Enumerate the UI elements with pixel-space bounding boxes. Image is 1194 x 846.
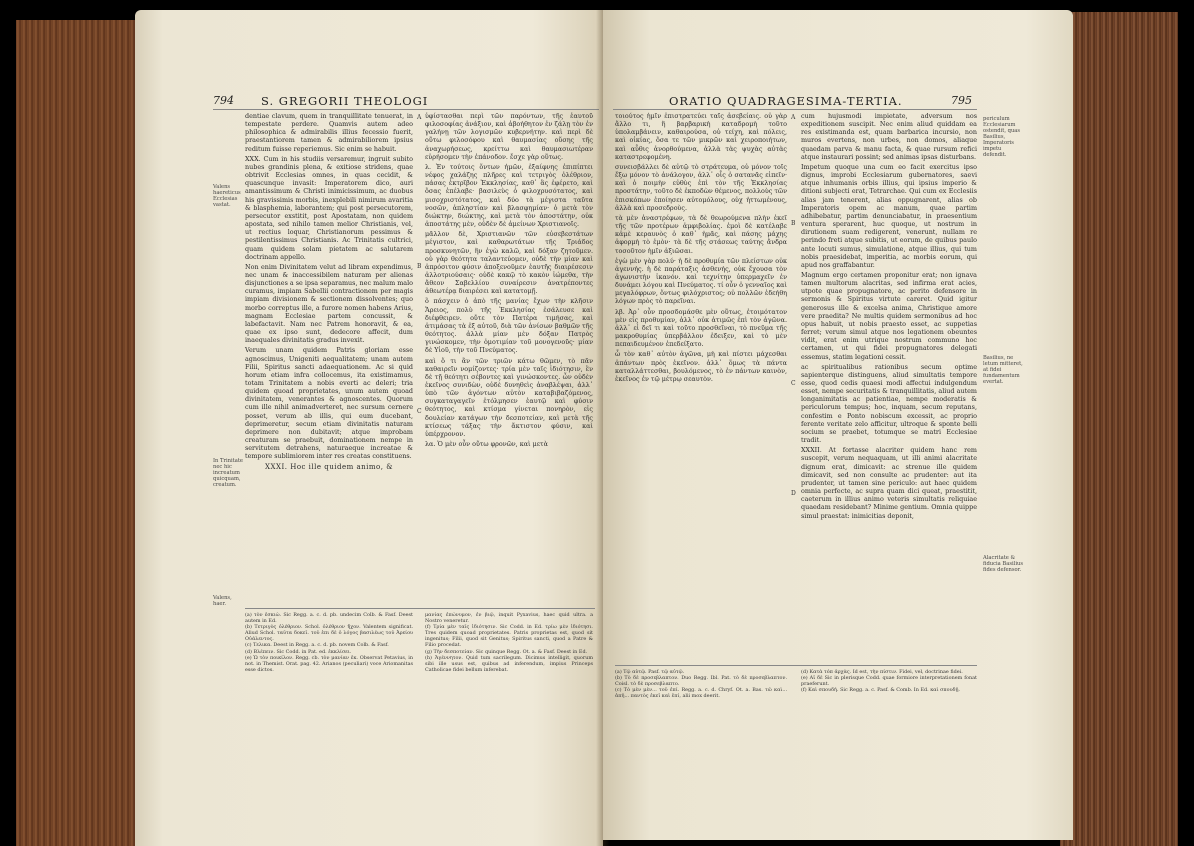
left-footnote-rule [245,608,595,609]
left-latin-column [245,112,413,473]
left-col-letter-b: B [417,263,422,270]
right-head-rule [613,109,977,110]
left-page [135,10,603,846]
right-greek-para-5: λβ. Ἀρ᾽ οὖν προσδομάσθε μὲν οὕτως, ἐτοιμότατον μὲν εἰς προθυμίαν, ἀλλ᾽ οὐκ ἀτιμῶς ἐπὶ τὸν ἀγῶνα. ἀλλ᾽ εἰ δεῖ τι καὶ τοῦτο προσθεῖναι, τὸ πνεῦμα τῆς μακροθυμίας ὑπερβάλλον ἐδειξεν, καὶ τὸ μὲν πεπαιδευμένον ἐπεδείξατο. [615,307,787,349]
right-margin-note-2: Basilius, ne letum mitteret, at fidei fundamentum evertat. [983,355,1023,385]
right-footnote-d: (d) Κατὰ τόπ ἀρχὰς. Id est, τὴν πίστιν. Fidei, vel, doctrinae fidei. [801,669,963,675]
left-footnote-b: (b) Τετριγὸς ὀλέθριον. Schol. ὀλέθριον ἤχον. Valentem significat. Aliud Schol. ταῦτα δοκεῖ. τοῦ ἐπι δὲ ὁ λόγος βασιλέως τοῦ Ἀρείου Οὐάλεντος. [245,624,413,643]
right-col-letter-c: C [791,380,796,387]
left-latin-para-2: XXX. Cum in his studiis versaremur, ingruit subito nubes grandinis plena, & exitiose stridens, quae obtrivit Ecclesias omnes, in quas cecidit, & quascunque invasit: Imperatorem dico, auri amantissimum & Christi inimicissimum, ac duobus his gravissimis morbis, inexplebili nimirum avaritia & blasphemia, laborantem; qui post persecutorem, persecutor exstitit, post Apostatam, non quidem apostata, sed nihilo tamen melior Christianis, vel, ut rectius loquar, Christianorum pessimus & pestilentissimus Christianis. Ac Trinitatis cultrici, quam quidem solam pietatem ac salutarem doctrinam appello. [245,154,413,261]
left-footnote-f: μανίας ἐπώνυμον, ἐν βιῷ, inquit Pyxavius, haec quid ultra. a Nostro veneretur. [425,612,593,625]
right-greek-para-6: ὦ τὸν καθ᾽ αὐτὸν ἀγῶνα, μὴ καὶ πίστει μάχεσθαι ἀπάντων πρὸς ἐκεῖνον. ἀλλ᾽ ὅμως τὰ πάντα καταλλάττεσθαι, βουλόμενος, τὸ ἐν πάντων καινὸν, ἐκεῖνος ἐν τῷ μέτρῳ σεαυτὸν. [615,350,787,383]
left-running-head: S. GREGORII THEOLOGI [261,94,429,108]
left-greek-para-3: μᾶλλον δὲ, Χριστιανῶν τῶν εὐσεβεστάτων μέγιστον, καὶ καθαρωτάτων τῆς Τριάδος προσκυνητῶν, ἣν ἐγὼ καλῶ, καὶ δόξαν ζητοῦμεν. οὐ γὰρ θεότητα ταλαντεύομεν, οὐδὲ τὴν μίαν καὶ ἀπρόσιτον φύσιν ἀποξενοῦμεν ἑαυτῆς διαιρέσεσιν ἀλλοτριούσαις· οὐδὲ κακῷ τὸ κακὸν ἰώμεθα, τὴν ἄθεον Σαβελλίου συναίρεσιν ἀνατρέποντες ἀθεωτέρᾳ διαιρέσει καὶ κατατομῇ. [425,230,593,296]
right-footnotes-col-1 [615,669,787,699]
right-latin-para-1: cum hujusmodi impietate, adversum nos expeditionem suscipit. Nec enim aliud quiddam ea res existimanda est, quam barbarica incursio, non muros evertens, non urbes, non domos, aliaque quaedam parva & manu facta, & quae rursum refici atque instaurari possint; sed animas ipsas disturbans. [801,112,977,161]
left-col-letter-c: C [417,408,422,415]
left-greek-para-4: ὃ πάσχειν ὁ ἀπὸ τῆς μανίας ἔχων τὴν κλῆσιν Ἄρειος, πολὺ τῆς Ἐκκλησίας ἐσάλευσε καὶ διέφθειρεν. οὔτε τὸν Πατέρα τιμήσας, καὶ ἀτιμάσας τὰ ἐξ αὐτοῦ, διὰ τῶν ἀνίσων βαθμῶν τῆς θεότητος. ἀλλὰ μίαν μὲν δόξαν Πατρὸς γινώσκομεν, τὴν ὁμοτιμίαν τοῦ μονογενοῦς· μίαν δὲ Υἱοῦ, τὴν τοῦ Πνεύματος. [425,297,593,355]
right-margin-note-3: Alacritate & fiducia Basilius fides defensor. [983,555,1023,573]
left-latin-section-xxxi: XXXI. Hoc ille quidem animo, & [265,462,393,471]
right-col-letter-b: B [791,220,796,227]
right-col-letter-a: A [791,114,796,121]
left-head-rule [213,109,599,110]
right-greek-column [615,112,787,385]
left-greek-para-1: ὑφίστασθαι περὶ τῶν παρόντων, τῆς ἑαυτοῦ φιλοσοφίας ἀνάξιον, καὶ ἀβοήθητον ἐν ζάλῃ τὸν ἐν γαλήνῃ τῶν λογισμῶν κυβερνήτην. καὶ περὶ δὲ οὕτω φιλοσόφου καὶ θαυμασίας οὔσης τῆς ἀναχωρήσεως, κρείττω καὶ θαυμασιωτέραν εὑρήσομεν τὴν ἐπάνοδον. ἔσχε γὰρ οὕτως. [425,112,593,161]
left-margin-note-1: Valens haereticus Ecclesias vastat. [213,184,241,208]
right-footnote-e: (e) Αἱ δὲ Sic in plerisque Codd. quae formiore interpretationem fonat praeferunt. [801,675,977,688]
right-footnote-a: (a) Τῷ αὐτῷ. Pasf. τῷ αὐτῷ. [615,669,685,675]
left-footnote-g: (f) Τρία μὲν ταῖς ἰδιότησιν. Sic Codd. in Ed. τρίω μὲν ἰδιότησι. Tres quidem quoad proprietates. Patris proprietas est, quod sit ingenitus; Filii, quod sit Genitus; Spiritus sancti, quod a Patre & Filio procedat. [425,624,593,649]
right-page [603,10,1073,840]
left-greek-column [425,112,593,450]
left-footnotes-col-2 [425,612,593,673]
right-greek-para-4: ἐγὼ μὲν γὰρ πολύ· ἡ δὲ προθυμία τῶν πλείστων οὐκ ἀγεννής. ἡ δὲ παράταξις ἀσθενής, οὐκ ἔχουσα τὸν ἀγωνιστὴν ἱκανόν. καὶ τεχνίτην ὑπερμαχεῖν ἐν δυνάμει λόγου καὶ Πνεύματος. τί οὖν ὁ γενναῖος καὶ μεγαλόφρων, ὄντως φιλόχριστος; οὐ πολλῶν ἐδεήθη λόγων πρὸς τὸ παρεῖναι. [615,256,788,306]
left-footnotes-col-1 [245,612,413,673]
left-latin-para-1: dentiae clavum, quem in tranquillitate tenuerat, in tempestate perdere. Quamvis autem adeo philosophica & admirabilis illius fecessio fuerit, praestantiorem tamen & admirabiliorem ipsius reditum fuisse reperiemus. Sic enim se habuit. [245,112,413,153]
right-latin-para-5: XXXII. At fortasse alacriter quidem hanc rem suscepit, verum nequaquam, ut illi animi alacritate dignum erat, dimicavit: ac strenue ille quidem dimicavit, sed non consulte ac prudenter: aut ita prudenter, ut tamen sine periculo: aut haec quidem omnia perfecte, ac supra quam dici queat, praestitit, caeterum in illius animo veteris simultatis reliquiae quaedam residebant? Minime gentium. Omnia quippe simul praestat: inimicitias deponit, [801,446,977,520]
right-footnote-f: (f) Καὶ σπουδή. Sic Regg. a. c. Pasf. & Comb. In Ed. καὶ σπουδῇ. [801,687,960,694]
left-margin-note-3: Valens, haer. [213,595,232,607]
left-page-number: 794 [213,94,234,107]
right-margin-note-1: periculum Ecclesiarum ostendit, quas Basilius, Imperatoris impetu defendit. [983,116,1021,158]
right-greek-para-1: τοιούτος ἡμῖν ἐπιστρατεύει ταῖς ἀσεβείαις. οὐ γὰρ ἄλλο τι, ἢ βαρβαρικὴ καταδρομὴ τοῦτο ὑπολαμβάνειν, καθαιρούσα, οὐ τείχη, καὶ πόλεις, καὶ οἰκίας, ὅσα τε τῶν μικρῶν καὶ χειροποιήτων, καὶ αὖθις ἀνορθούμενα, ἀλλὰ τὰς ψυχὰς αὐτὰς καταστρεφομένη. [615,112,787,161]
right-latin-para-4: ac spiritualibus rationibus secum optime sapienterque distinguens, aliud simultatis tempore esse, quod cedis quaesi modi affectui indulgendum esset, nempe securitatis & tranquillitatis, aliud autem longanimitatis ac patientiae, nempe moderatis & periculorum tempus; hoc, inquam, secum reputans, confestim e Ponto nobiscum excessit, ac proprio ferente veritate zelo afficitur, ultroque & sponte belli socium se praebet, totumque se matri Ecclesiae tradit. [801,362,977,445]
left-footnote-a: (a) τὸν ἐσκιὼ. Sic Regg. a. c. d. pb. undecim Colb. & Fasf. Deest autem in Ed. [245,612,413,625]
right-footnotes-col-2 [801,669,977,693]
right-col-letter-d: D [791,490,796,497]
book-right-page-edges [1060,12,1178,846]
right-latin-para-2: Impetum quoque una cum eo facit exercitus ipso dignus, improbi Ecclesiarum gubernatores, saevi atque inhumanis orbis illius, qui ipsius imperio & ditioni subjecti erat, Tetrarchae. Qui cum ex Ecclesiis alias jam tenerent, alias oppugnarent, alias ob Imperatoris opem ac manum, quae partim adhibebatur, partim denunciabatur, in praesentium ventura sperarent, huc quoque, ut nostrum in dirutionem suam redigerent, venerunt, nullam re perindo freti atque subitis, ut eorum, de quibus paulo ante locuti sumus, simulatione, atque illius, qui tum nobis praesidebat, imperitia, ac morbis eorum, qui apud nos graffabantur. [801,162,977,269]
left-greek-para-5: καὶ ὅ τι ἂν τῶν τριῶν κάτω θῶμεν, τὸ πᾶν καθαιρεῖν νομίζοντες· τρία μὲν ταῖς ἰδιότησιν, ἓν δὲ τῇ θεότητι σέβοντες καὶ γινώσκοντες. ὧν οὐδὲν ἐκεῖνος συνιδὼν, οὐδὲ δυνηθεὶς ἀναβλέψαι, ἀλλ᾽ ὑπὸ τῶν ἀγόντων αὐτὸν καταβιβαζόμενος, συγκαταγαγεῖν ἐτόλμησεν ἑαυτῷ καὶ φύσιν θεότητος, καὶ κτίσμα γίνεται πονηρὸν, εἰς δουλείαν κατάγων τὴν δεσποτείαν, καὶ μετὰ τῆς κτίσεως τάξας τὴν ἄκτιστον φύσιν, καὶ ὑπέρχρονον. [425,356,593,438]
left-latin-para-4: Verum unam quidem Patris gloriam esse agnoscimus, Unigeniti aequalitatem; unam autem Filii, Spiritus sancti adaequationem. Ac si quid horum etiam infra collocemus, ita existimamus, totam Trinitatem a nobis everti ac deleri; tria quidem quoad proprietates, unum autem quoad divinitatem, venerantes & agnoscentes. Quorum cum ille nihil animadverteret, nec sursum cernere posset, verum ab illis, qui eum ducebant, deprimeretur, secum etiam divinitatis naturam deprimere non dubitavit; atque improbam creaturam se praebuit, dominationem nempe in servitutem detrahens, naturaeque increatae & tempore sublimiorem inter res creatas constituens. [245,346,413,461]
right-greek-para-3: τὰ μὲν ἀναστρέφων, τὰ δὲ θεωρούμενα πλὴν ἐκεῖ τῆς τῶν προτέρων ἀμφιβολίας. ἐμοὶ δὲ κατέλαβε κἀμὲ κεραυνὸς ὁ καθ᾽ ἡμᾶς, καὶ πάσης μάχης ἀφορμὴ τὸ ἐμὸν· τὰ δὲ τῆς στάσεως ταύτης ἄνδρα τοσοῦτον ἡμῖν ἀξιῶσαι. [615,213,787,255]
book-left-page-edges [16,20,146,846]
left-footnote-e: (e) Ὡ τὸν ποικίλον. Regg. cb. τὸν μανίαν ἐκ. Observat Petavius, in not. in Themist. Orat. pag. 42. Arianos (peculiari) voce Ariomanitas esse dictos. [245,654,413,673]
left-footnote-c: (c) Τελικα. Deest in Regg. a. c. d. pb. novem Colb. & Fasf. [245,642,389,649]
right-latin-column [801,112,977,522]
right-footnote-rule [615,665,977,666]
left-latin-para-3: Non enim Divinitatem velut ad libram expendimus, nec unam & inaccessibilem naturam per alienas disjunctiones a se ipsa separamus, nec malum malo curamus, impiam Sabellii contractionem per magis impiam divisionem & sectionem dissolventes; quo morbo correptus ille, a furore nomen habens Arius, magnam Ecclesiae partem concussit, & labefactavit. Nam nec Patrem honoravit, & ea, quae ex ipso sunt, dedecore affecit, dum inaequales divinitatis gradus invexit. [245,262,413,345]
left-col-letter-a: A [417,114,422,121]
left-footnote-h: (g) Τὴν δεσποτείαν. Sic quinque Regg. Ot. a. & Fasf. Deest in Ed. [425,648,588,655]
right-greek-para-2: συνεισβάλλει δὲ αὐτῷ τὸ στράτευμα, οὐ μόνον τοῖς ἔξω μόνον τὸ ἀνάλογον, ἀλλ᾽ οἷς ὁ σατανᾶς εἰπεῖν· καὶ ὁ ποιμὴν εὐθὺς ἐπὶ τὸν τῆς Ἐκκλησίας προστάτην, τοῦτο δὲ ἐκποδὼν θέμενος, πολλοὺς τῶν ἐπισκόπων ἐποίησεν αὐτομόλους, οὐχ ἡττωμένους, ἀλλὰ καὶ προσεδροὺς. [615,162,787,212]
left-greek-para-2: λ. Ἐν τούτοις ὄντων ἡμῶν, ἐξαίφνης ἐπιπίπτει νέφος χαλάζης πλῆρες καὶ τετριγὸς ὀλέθριον, πάσας ἐκτρῖβον Ἐκκλησίας, καθ᾽ ἃς ἐφέρετο, καὶ ὅσας ἐπέλαβε· βασιλεὺς ὁ φιλοχρυσότατος, καὶ μισοχριστότατος, καὶ δύο τὰ μέγιστα ταῦτα νοσῶν, ἀπληστίαν καὶ βλασφημίαν· ὁ μετὰ τὸν διώκτην, διώκτης, καὶ μετὰ τὸν ἀποστάτην, οὐκ ἀποστάτης μὲν, οὐδὲν δὲ ἀμείνων Χριστιανοῖς. [425,162,593,229]
right-footnote-b: (b) Τὸ δὲ προσεβλαπτον. Duo Regg. Ibl. Pat. τὸ δὲ προσεβλαπτον. Coisl. τὸ δὲ προσεβλαπτο. [615,675,787,688]
left-greek-para-6: λα. Ὁ μὲν οὖν οὕτω φρονῶν, καὶ μετὰ [425,440,548,449]
left-footnote-i: (h) Ἀγέννητον. Quid tum sacrilegum. Dicimus intelligit, quorum sibi ille usus est, quibus ad inferendum, impius Princeps Catholicae fidei bellum inferebat. [425,654,593,673]
left-margin-note-2: In Trinitate nec hic increatum quicquam, creatum. [213,458,243,488]
left-footnote-d: (d) Βλέπειν. Sic Codd. in Pat. ed. ἐκκλίσει. [245,648,352,655]
right-running-head: ORATIO QUADRAGESIMA-TERTIA. [669,94,903,108]
right-page-number: 795 [951,94,972,107]
right-latin-para-3: Magnum ergo certamen proponitur erat; non ignava tamen multorum alacritas, sed infirma erat acies, utpote quae propugnatore, ac perito defensore in sermonis & Spiritus virtute careret. Quid igitur generosus ille & excelsa anima, Christique amore vere praedita? Ne multis quidem sermonibus ad hoc opus habuit, ut nobis praesto esset, ac suppetias ferret; verum simul atque nos legationem obeuntes vidit, erat enim utrique nostrum communo hoc certamen, ut qui fidei propugnatores delegati essemus, statim legationi cessit. [801,270,977,361]
right-footnote-c: (c) Τὸ μὲν μὲν... τοῦ ἐπί. Regg. a. c. d. Chryf. Ot. a. Bas. τῶ καὶ... ἀπῆ... παντὸς ἐκεῖ καὶ ἐπί, alii mox deerit. [615,687,787,700]
